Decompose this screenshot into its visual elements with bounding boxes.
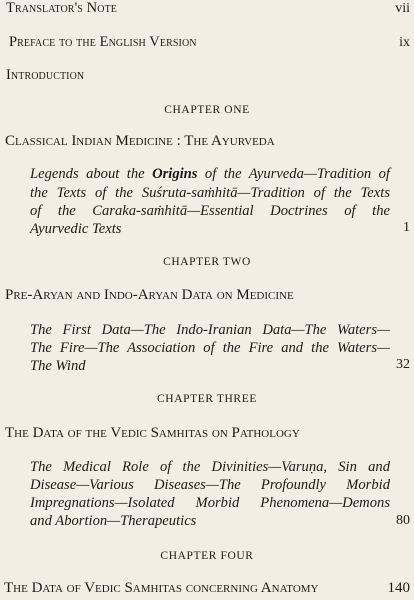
chapter-two-heading: CHAPTER TWO — [163, 256, 251, 268]
chapter-three-summary-line-4: and Abortion—Therapeutics — [30, 513, 197, 529]
chapter-two-summary-line-2: The Fire—The Association of the Fire and the Waters— — [30, 340, 390, 356]
chapter-one-summary-line-3: of the Caraka-saṁhitā—Essential Doctrines of the — [30, 203, 390, 219]
chapter-four-page: 140 — [387, 580, 410, 596]
toc-entry-introduction: Introduction — [6, 67, 85, 83]
chapter-three-heading: CHAPTER THREE — [157, 393, 257, 405]
chapter-three-title: The Data of the Vedic Samhitas on Pathology — [5, 425, 300, 441]
chapter-three-page: 80 — [396, 513, 410, 528]
toc-page-preface: ix — [399, 35, 410, 50]
origins-emphasis: Origins — [152, 166, 198, 182]
chapter-one-title: Classical Indian Medicine : The Ayurveda — [5, 133, 275, 149]
chapter-four-heading: CHAPTER FOUR — [160, 550, 254, 562]
chapter-two-summary-line-3: The Wind — [30, 358, 86, 374]
chapter-three-summary-line-2: Disease—Various Diseases—The Profoundly Morbid — [30, 477, 390, 493]
chapter-one-summary-line-2: the Texts of the Suśruta-saṁhitā—Tradition of the Texts — [30, 185, 390, 201]
toc-entry-preface: Preface to the English Version — [9, 34, 197, 50]
chapter-two-page: 32 — [396, 357, 410, 372]
chapter-two-title: Pre-Aryan and Indo-Aryan Data on Medicine — [5, 287, 294, 303]
chapter-three-summary-line-3: Impregnations—Isolated Morbid Phenomena—Demons — [30, 495, 390, 511]
chapter-three-summary-line-1: The Medical Role of the Divinities—Varuṇa, Sin and — [30, 459, 390, 475]
chapter-two-summary-line-1: The First Data—The Indo-Iranian Data—The Waters— — [30, 322, 390, 338]
toc-page-translators-note: vii — [395, 1, 410, 16]
chapter-one-summary-line-4: Ayurvedic Texts — [30, 221, 122, 237]
chapter-one-page: 1 — [403, 220, 410, 235]
chapter-four-title: The Data of Vedic Samhitas concerning Anatomy — [4, 580, 319, 596]
chapter-one-heading: CHAPTER ONE — [164, 104, 250, 116]
chapter-one-summary-line-1: Legends about the Origins of the Ayurveda—Tradition of — [30, 166, 390, 182]
toc-entry-translators-note: Translator's Note — [6, 0, 117, 16]
